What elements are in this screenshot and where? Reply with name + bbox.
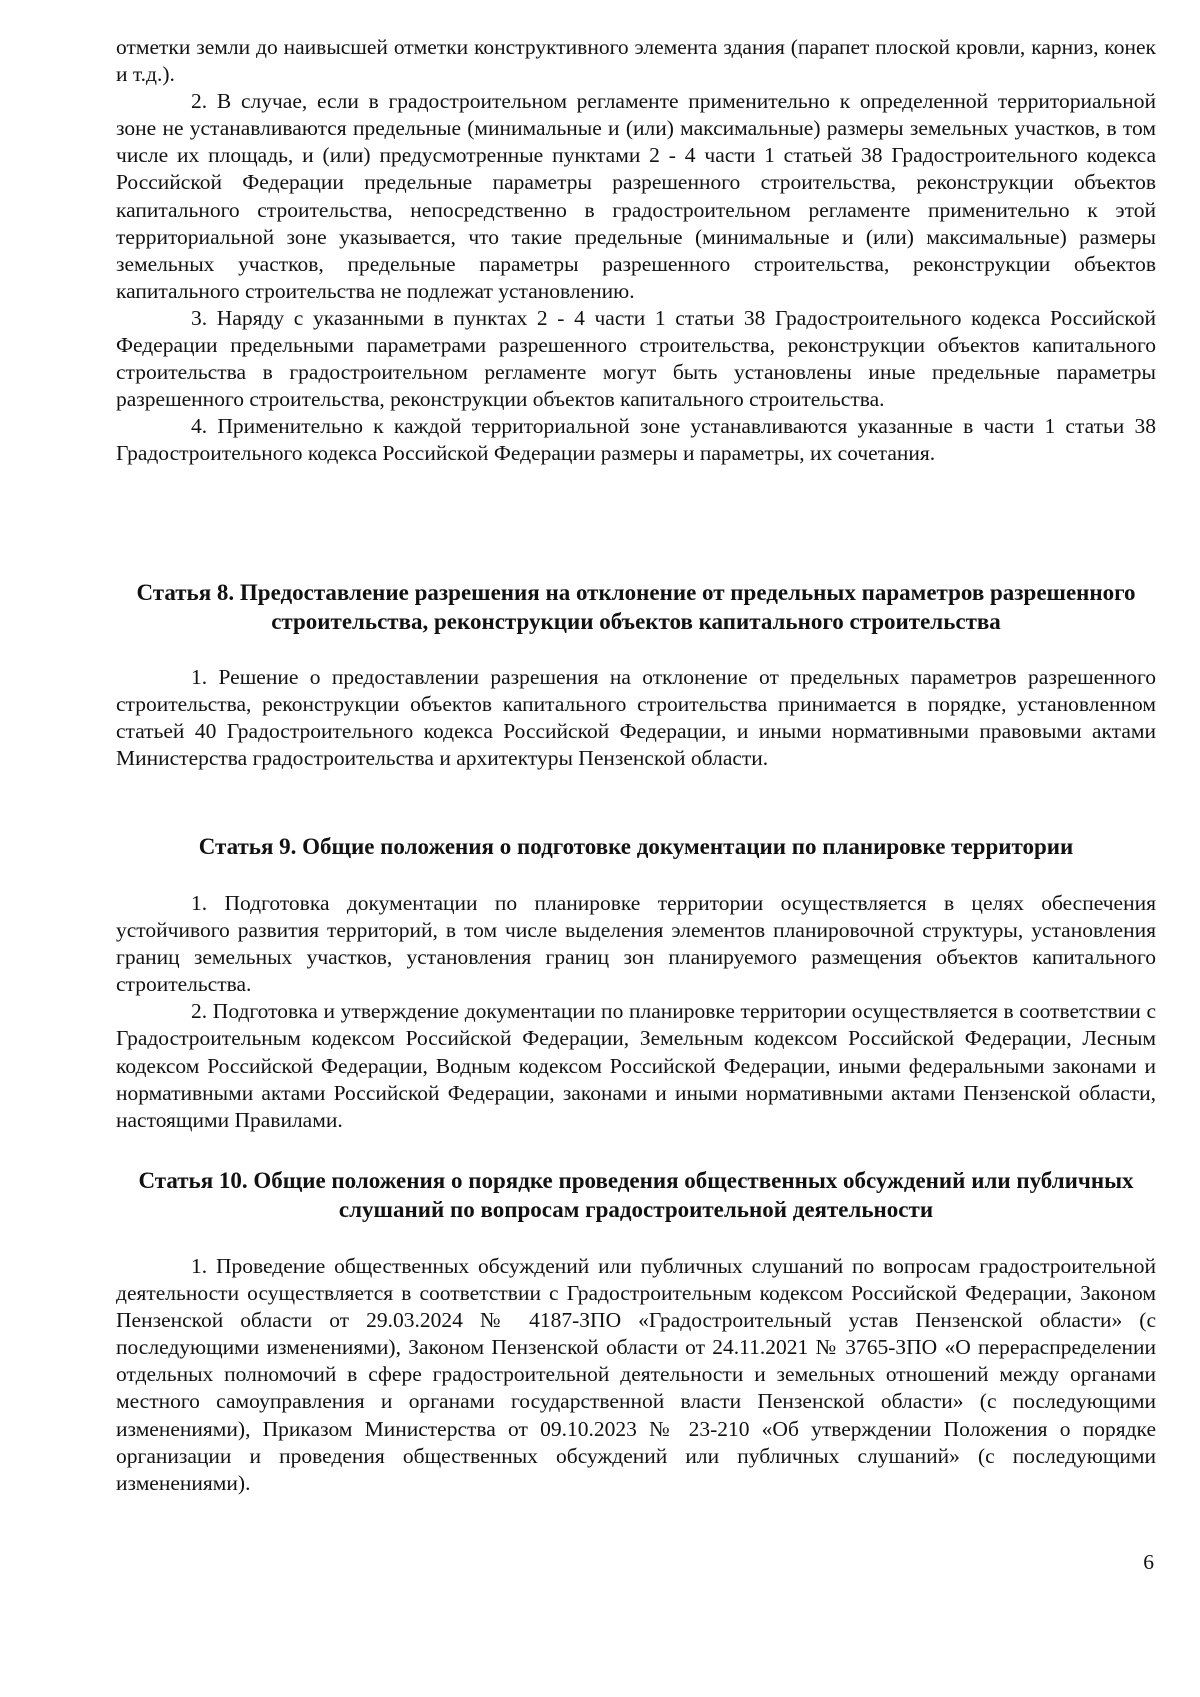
article-9-heading: Статья 9. Общие положения о подготовке документации по планировке территории	[198, 834, 1074, 859]
paragraph: 4. Применительно к каждой территориальной зоне устанавливаются указанные в части 1 статьи 38 Градостроительного кодекса Российской Федерации размеры и параметры, их сочетания.	[116, 414, 1156, 466]
paragraph: 3. Наряду с указанными в пунктах 2 - 4 части 1 статьи 38 Градостроительного кодекса Российской Федерации предельными параметрами разрешенного строительства, реконструкции объектов капитального строительства в градостроительном регламенте могут быть установлены иные предельные параметры разрешенного строительства, реконструкции объектов капитального строительства.	[116, 305, 1156, 412]
article-10-body	[116, 1253, 1156, 1497]
article-8-body	[116, 664, 1156, 772]
paragraph: 2. Подготовка и утверждение документации по планировке территории осуществляется в соответствии с Градостроительным кодексом Российской Федерации, Земельным кодексом Российской Федерации, Лесным кодексом Российской Федерации, Водным кодексом Российской Федерации, иными федеральными законами и нормативными актами Российской Федерации, законами и иными нормативными актами Пензенской области, настоящими Правилами.	[116, 999, 1156, 1132]
article-10-heading: Статья 10. Общие положения о порядке проведения общественных обсуждений или публичных слушаний по вопросам градостроительной деятельности	[138, 1168, 1134, 1222]
page-number: 6	[1143, 1550, 1154, 1574]
article-9-body	[116, 890, 1156, 1134]
paragraph: отметки земли до наивысшей отметки конструктивного элемента здания (парапет плоской кровли, карниз, конек и т.д.).	[116, 35, 1156, 87]
paragraph: 1. Решение о предоставлении разрешения на отклонение от предельных параметров разрешенного строительства, реконструкции объектов капитального строительства принимается в порядке, установленном статьей 40 Градостроительного кодекса Российской Федерации, и иными нормативными правовыми актами Министерства градостроительства и архитектуры Пензенской области.	[116, 665, 1156, 771]
paragraph: 1. Подготовка документации по планировке территории осуществляется в целях обеспечения устойчивого развития территорий, в том числе выделения элементов планировочной структуры, установления границ земельных участков, установления границ зон планируемого размещения объектов капитального строительства.	[116, 891, 1156, 997]
paragraph: 1. Проведение общественных обсуждений или публичных слушаний по вопросам градостроительной деятельности осуществляется в соответствии с Градостроительным кодексом Российской Федерации, Законом Пензенской области от 29.03.2024 № 4187-ЗПО «Градостроительный устав Пензенской области» (с последующими изменениями), Законом Пензенской области от 24.11.2021 № 3765-ЗПО «О перераспределении отдельных полномочий в сфере градостроительной деятельности и земельных отношений между органами местного самоуправления и органами государственной власти Пензенской области» (с последующими изменениями), Приказом Министерства от 09.10.2023 № 23-210 «Об утверждении Положения о порядке организации и проведения общественных обсуждений или публичных слушаний» (с последующими изменениями).	[116, 1254, 1156, 1495]
paragraph: 2. В случае, если в градостроительном регламенте применительно к определенной территориальной зоне не устанавливаются предельные (минимальные и (или) максимальные) размеры земельных участков, в том числе их площадь, и (или) предусмотренные пунктами 2 - 4 части 1 статьей 38 Градостроительного кодекса Российской Федерации предельные параметры разрешенного строительства, реконструкции объектов капитального строительства, непосредственно в градостроительном регламенте применительно к этой территориальной зоне указывается, что такие предельные (минимальные и (или) максимальные) размеры земельных участков, предельные параметры разрешенного строительства, реконструкции объектов капитального строительства не подлежат установлению.	[116, 89, 1156, 303]
article-8-heading: Статья 8. Предоставление разрешения на отклонение от предельных параметров разрешенного строительства, реконструкции объектов капитального строительства	[136, 580, 1136, 634]
continuation-section	[116, 34, 1156, 468]
